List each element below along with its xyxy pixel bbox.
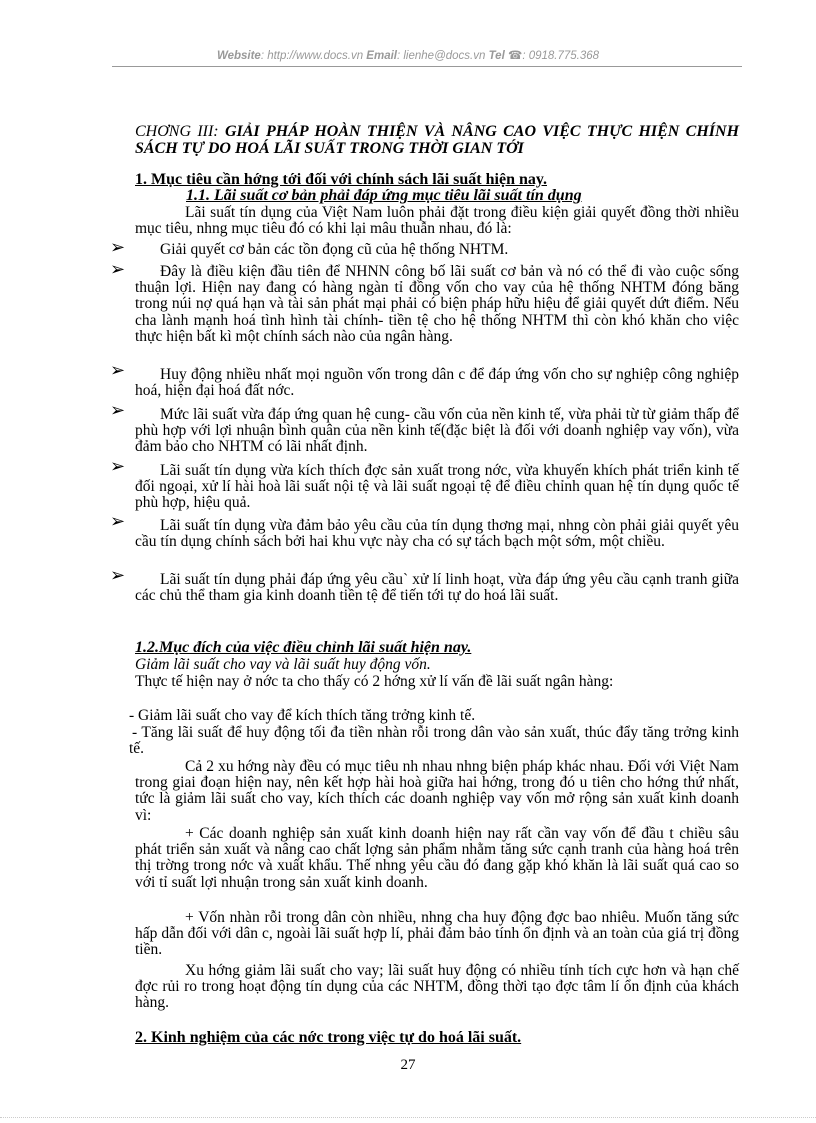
footer-rule: [0, 1117, 816, 1118]
phone-icon: ☎: [507, 50, 523, 62]
arrow-bullet-icon: ➢: [110, 456, 126, 477]
tel-label: Tel: [488, 50, 505, 62]
s12-dash-2: - Tăng lãi suất để huy động tối đa tiền nhàn rỗi trong dân vào sản xuất, thúc đẩy tăng trởng kinh tế.: [129, 724, 739, 758]
s1-bullet-5: Lãi suất tín dụng vừa kích thích đợc sản xuất trong nớc, vừa khuyến khích phát triển kinh tế đối ngoại, xử lí hài hoà lãi suất nội tệ và lãi suất ngoại tệ để điều chỉnh quan hệ tín dụng quốc tế phù hợp, hiệu quả.: [135, 462, 739, 512]
chapter-label: CHƠNG III:: [135, 123, 219, 140]
section-1-2-heading: 1.2.Mục đích của việc điều chỉnh lãi suất hiện nay.: [135, 639, 472, 656]
arrow-bullet-icon: ➢: [110, 400, 126, 421]
website-label: Website: [216, 50, 261, 62]
section-1-2-subheading: Giảm lãi suất cho vay và lãi suất huy động vốn.: [135, 656, 431, 673]
arrow-bullet-icon: ➢: [110, 237, 126, 258]
s1-bullet-7: Lãi suất tín dụng phải đáp ứng yêu cầu` xử lí linh hoạt, vừa đáp ứng yêu cầu cạnh tranh giữa các chủ thể tham gia kinh doanh tiền tệ để tiến tới tự do hoá lãi suất.: [135, 571, 739, 605]
arrow-bullet-icon: ➢: [110, 511, 126, 532]
s12-para-1: Thực tế hiện nay ở nớc ta cho thấy có 2 hớng xử lí vấn đề lãi suất ngân hàng:: [135, 673, 614, 690]
s12-dash-1: - Giảm lãi suất cho vay để kích thích tăng trởng kinh tế.: [129, 707, 476, 724]
section-2-heading: 2. Kinh nghiệm của các nớc trong việc tự do hoá lãi suất.: [135, 1029, 522, 1046]
page-header: [0, 48, 816, 62]
arrow-bullet-icon: ➢: [110, 259, 126, 280]
tel-text: : 0918.775.368: [522, 50, 600, 62]
chapter-title: [135, 123, 739, 157]
section-1-1-heading: 1.1. Lãi suất cơ bản phải đáp ứng mục tiêu lãi suất tín dụng: [186, 187, 582, 204]
header-rule: [112, 66, 742, 67]
arrow-bullet-icon: ➢: [110, 360, 126, 381]
s12-para-5: Xu hớng giảm lãi suất cho vay; lãi suất huy động có nhiều tính tích cực hơn và hạn chế đợc rủi ro trong hoạt động tín dụng của các NHTM, đồng thời tạo đợc tâm lí ổn định của khách hàng.: [135, 962, 739, 1012]
s1-bullet-6: Lãi suất tín dụng vừa đảm bảo yêu cầu của tín dụng thơng mại, nhng còn phải giải quyết yêu cầu tín dụng chính sách bởi hai khu vực này cha có sự tách bạch một sớm, một chiều.: [135, 517, 739, 551]
s1-bullet-3: Huy động nhiều nhất mọi nguồn vốn trong dân c để đáp ứng vốn cho sự nghiệp công nghiệp hoá, hiện đại hoá đất nớc.: [135, 366, 739, 400]
section-1-heading: 1. Mục tiêu cần hớng tới đối với chính sách lãi suất hiện nay.: [135, 171, 547, 188]
s12-para-2: Cả 2 xu hớng này đều có mục tiêu nh nhau nhng biện pháp khác nhau. Đối với Việt Nam trong giai đoạn hiện nay, nên kết hợp hài hoà giữa hai hớng, trong đó u tiên cho hớng thứ nhất, tức là giảm lãi suất cho vay, kích thích các doanh nghiệp vay vốn mở rộng sản xuất kinh doanh vì:: [135, 758, 739, 824]
arrow-bullet-icon: ➢: [110, 565, 126, 586]
s1-bullet-4: Mức lãi suất vừa đáp ứng quan hệ cung- cầu vốn của nền kinh tế, vừa phải từ từ giảm thấp để phù hợp với lợi nhuận bình quân của nền kinh tế(đặc biệt là đối với doanh nghiệp vay vốn), vừa đảm bảo cho NHTM có lãi nhất định.: [135, 406, 739, 456]
email-text: : lienhe@docs.vn: [396, 50, 486, 62]
s1-intro: Lãi suất tín dụng của Việt Nam luôn phải đặt trong điều kiện giải quyết đồng thời nhiều mục tiêu, nhng mục tiêu đó có khi lại mâu thuẫn nhau, đó là:: [135, 204, 739, 238]
website-text: : http://www.docs.vn: [260, 50, 364, 62]
s12-para-3: + Các doanh nghiệp sản xuất kinh doanh hiện nay rất cần vay vốn để đầu t chiều sâu phát triển sản xuất và nâng cao chất lợng sản phẩm nhằm tăng sức cạnh tranh của hàng hoá trên thị trờng trong nớc và xuất khẩu. Thế nhng yêu cầu đó đang gặp khó khăn là lãi suất quá cao so với tỉ suất lợi nhuận trong sản xuất kinh doanh.: [135, 825, 739, 891]
page-number: 27: [400, 1057, 416, 1073]
email-label: Email: [366, 50, 397, 62]
s12-para-4: + Vốn nhàn rỗi trong dân còn nhiều, nhng cha huy động đợc bao nhiêu. Muốn tăng sức hấp dẫn đối với dân c, ngoài lãi suất hợp lí, phải đảm bảo tính ổn định và an toàn của giá trị đồng tiền.: [135, 909, 739, 959]
s1-bullet-1: Giải quyết cơ bản các tồn đọng cũ của hệ thống NHTM.: [160, 241, 509, 258]
chapter-title-text: GIẢI PHÁP HOÀN THIỆN VÀ NÂNG CAO VIỆC THỰC HIỆN CHÍNH SÁCH TỰ DO HOÁ LÃI SUẤT TRONG THỜI GIAN TỚI: [135, 123, 740, 157]
s1-bullet-2: Đây là điều kiện đầu tiên để NHNN công bố lãi suất cơ bản và nó có thể đi vào cuộc sống thuận lợi. Hiện nay đang có hàng ngàn tỉ đồng vốn cho vay của hệ thống NHTM đóng băng trong núi nợ quá hạn và tài sản phát mại phải có biện pháp hữu hiệu để giải quyết dứt điểm. Nếu cha lành mạnh hoá tình hình tài chính- tiền tệ cho hệ thống NHTM thì còn khó khăn cho việc thực hiện bất kì một chính sách nào của ngân hàng.: [135, 263, 739, 345]
